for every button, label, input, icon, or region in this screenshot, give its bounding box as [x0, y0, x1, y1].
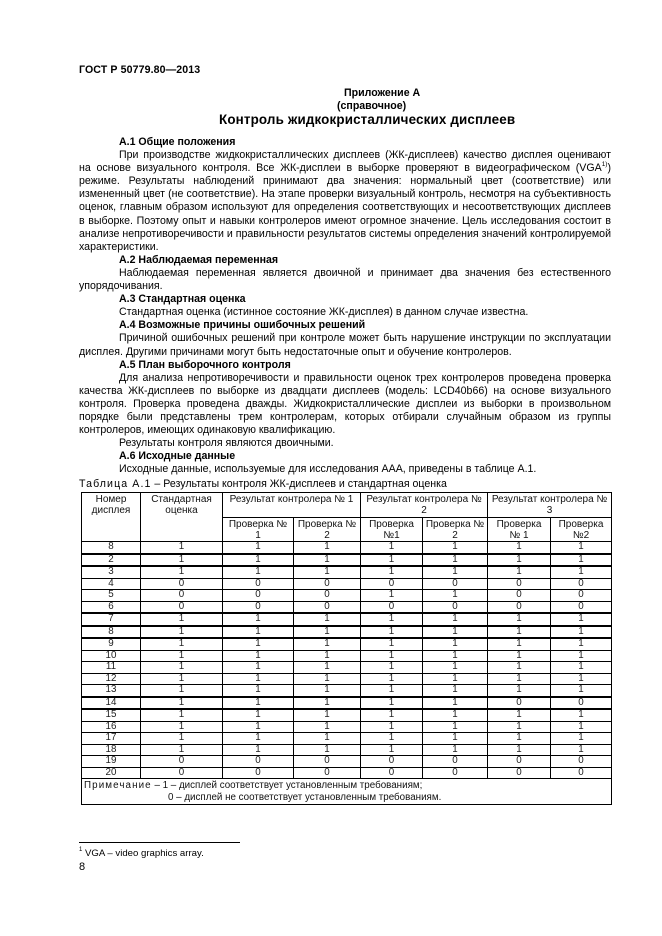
paragraph: Стандартная оценка (истинное состояние ЖК-дисплея) в данном случае известна.: [119, 306, 529, 319]
cell-value: 1: [423, 590, 488, 602]
table-row: [82, 554, 612, 567]
cell-value: 1: [361, 685, 423, 697]
cell-value: 0: [551, 697, 612, 710]
cell-value: 1: [488, 662, 551, 674]
table-caption-text: – Результаты контроля ЖК-дисплеев и стандартная оценка: [151, 478, 447, 490]
cell-value: 1: [551, 673, 612, 685]
cell-value: 0: [294, 578, 361, 590]
cell-value: 1: [223, 685, 294, 697]
header-standard-rating: Стандартная оценка: [141, 493, 223, 542]
cell-display-number: 10: [82, 650, 141, 662]
table-caption-label: Таблица А.1: [79, 478, 152, 490]
section-heading: А.6 Исходные данные: [119, 450, 236, 463]
cell-value: 1: [141, 613, 223, 626]
note-line-1: – 1 – дисплей соответствует установленным требованиям;: [151, 780, 423, 792]
cell-value: 1: [423, 673, 488, 685]
cell-value: 1: [423, 685, 488, 697]
cell-value: 1: [294, 709, 361, 721]
cell-value: 1: [141, 638, 223, 650]
cell-value: 1: [141, 662, 223, 674]
cell-value: 1: [294, 626, 361, 639]
cell-value: 1: [423, 626, 488, 639]
cell-value: 1: [361, 744, 423, 756]
cell-value: 1: [488, 685, 551, 697]
cell-display-number: 16: [82, 721, 141, 733]
cell-value: 1: [141, 554, 223, 567]
cell-value: 1: [294, 566, 361, 578]
table-row: [82, 613, 612, 626]
cell-display-number: 4: [82, 578, 141, 590]
cell-value: 1: [488, 650, 551, 662]
cell-value: 1: [551, 613, 612, 626]
cell-value: 1: [551, 638, 612, 650]
table-row: [82, 767, 612, 779]
cell-value: 0: [294, 601, 361, 613]
table-row: [82, 590, 612, 602]
cell-value: 1: [361, 542, 423, 554]
header-c1-check2: Проверка № 2: [294, 517, 361, 542]
table-row: [82, 697, 612, 710]
paragraph: [79, 149, 611, 254]
cell-value: 1: [223, 613, 294, 626]
cell-value: 1: [141, 542, 223, 554]
cell-value: 1: [551, 721, 612, 733]
header-c2-check1: Проверка №1: [361, 517, 423, 542]
cell-display-number: 5: [82, 590, 141, 602]
table-row: [82, 578, 612, 590]
cell-value: 1: [361, 638, 423, 650]
cell-value: 1: [551, 566, 612, 578]
standard-code: ГОСТ Р 50779.80—2013: [79, 64, 201, 76]
cell-value: 0: [223, 767, 294, 779]
cell-value: 1: [223, 662, 294, 674]
cell-display-number: 13: [82, 685, 141, 697]
cell-display-number: 17: [82, 733, 141, 745]
cell-value: 1: [361, 590, 423, 602]
cell-value: 1: [223, 697, 294, 710]
cell-value: 0: [361, 767, 423, 779]
table-row: [82, 566, 612, 578]
cell-value: 0: [551, 756, 612, 768]
cell-display-number: 14: [82, 697, 141, 710]
cell-value: 0: [223, 578, 294, 590]
table-row: [82, 650, 612, 662]
paragraph: Результаты контроля являются двоичными.: [119, 437, 334, 450]
appendix-title: Контроль жидкокристаллических дисплеев: [219, 112, 516, 127]
cell-value: 1: [551, 554, 612, 567]
cell-value: 1: [488, 733, 551, 745]
table-row: [82, 709, 612, 721]
paragraph: Причиной ошибочных решений при контроле может быть нарушение инструкции по эксплуатации дисплея. Другими причинами могут быть недостаточные опыт и обучение контролеров.: [79, 332, 611, 358]
cell-value: 1: [488, 673, 551, 685]
cell-value: 1: [551, 685, 612, 697]
cell-display-number: 8: [82, 542, 141, 554]
table-row: [82, 756, 612, 768]
cell-value: 0: [223, 601, 294, 613]
note-label: Примечание: [84, 780, 152, 792]
cell-value: 0: [423, 767, 488, 779]
cell-value: 1: [294, 673, 361, 685]
cell-value: 1: [361, 721, 423, 733]
cell-value: 1: [551, 650, 612, 662]
table-note: [82, 779, 612, 805]
cell-value: 1: [294, 554, 361, 567]
cell-display-number: 2: [82, 554, 141, 567]
cell-value: 1: [294, 542, 361, 554]
header-c3-check2: Проверка №2: [551, 517, 612, 542]
cell-value: 1: [294, 721, 361, 733]
cell-value: 1: [423, 566, 488, 578]
cell-value: 1: [488, 709, 551, 721]
paragraph: Наблюдаемая переменная является двоичной и принимает два значения без естественного упорядочивания.: [79, 266, 611, 293]
cell-display-number: 7: [82, 613, 141, 626]
cell-value: 1: [361, 626, 423, 639]
cell-value: 1: [423, 613, 488, 626]
cell-value: 1: [361, 650, 423, 662]
cell-display-number: 9: [82, 638, 141, 650]
section-heading: А.5 План выборочного контроля: [119, 358, 291, 371]
section-heading: А.2 Наблюдаемая переменная: [119, 253, 279, 266]
paragraph: Исходные данные, используемые для исследования ААА, приведены в таблице А.1.: [119, 463, 537, 476]
cell-value: 1: [141, 566, 223, 578]
cell-display-number: 8: [82, 626, 141, 639]
cell-value: 1: [361, 566, 423, 578]
cell-value: 0: [141, 601, 223, 613]
cell-value: 0: [423, 756, 488, 768]
cell-value: 0: [141, 590, 223, 602]
cell-value: 1: [361, 554, 423, 567]
footnote-text: VGA – video graphics array.: [82, 848, 204, 859]
header-display-number: Номер дисплея: [82, 493, 141, 542]
cell-display-number: 15: [82, 709, 141, 721]
cell-value: 1: [294, 638, 361, 650]
cell-value: 1: [551, 709, 612, 721]
cell-display-number: 11: [82, 662, 141, 674]
table-row: [82, 542, 612, 554]
cell-value: 1: [423, 721, 488, 733]
table-row: [82, 721, 612, 733]
cell-value: 1: [551, 542, 612, 554]
page-number: 8: [79, 861, 86, 873]
section-heading: А.1 Общие положения: [119, 136, 236, 148]
cell-value: 0: [361, 756, 423, 768]
cell-value: 1: [294, 613, 361, 626]
cell-value: 0: [361, 578, 423, 590]
cell-value: 0: [141, 756, 223, 768]
cell-value: 1: [423, 638, 488, 650]
cell-display-number: 18: [82, 744, 141, 756]
paragraph: Для анализа непротиворечивости и правильности оценок трех контролеров проведена проверка качества ЖК-дисплеев по выборке из двадцати дисплеев (модель: LCD40b66) на основе визуального контроля. Проверка проведена дважды. Жидкокристаллические дисплеи из выборки в произвольном порядке были представлены трем контролерам, которых отбирали случайным образом из группы контролеров, имеющих одинаковую квалификацию.: [79, 371, 611, 437]
cell-display-number: 12: [82, 673, 141, 685]
cell-value: 0: [488, 578, 551, 590]
cell-value: 1: [223, 626, 294, 639]
cell-value: 1: [294, 733, 361, 745]
table-row: [82, 662, 612, 674]
cell-value: 0: [223, 590, 294, 602]
cell-value: 1: [423, 542, 488, 554]
cell-value: 1: [361, 662, 423, 674]
cell-value: 1: [223, 744, 294, 756]
cell-value: 1: [294, 744, 361, 756]
cell-value: 0: [294, 756, 361, 768]
section-heading: А.4 Возможные причины ошибочных решений: [119, 319, 366, 332]
table-row: [82, 733, 612, 745]
header-controller-2: Результат контролера № 2: [361, 493, 488, 518]
cell-value: 1: [488, 613, 551, 626]
cell-value: 1: [551, 662, 612, 674]
header-controller-3: Результат контролера № 3: [488, 493, 612, 518]
cell-value: 0: [294, 590, 361, 602]
footnote-ref[interactable]: 1): [601, 160, 608, 168]
cell-value: 0: [488, 601, 551, 613]
cell-value: 1: [361, 673, 423, 685]
table-row: [82, 673, 612, 685]
cell-value: 0: [551, 767, 612, 779]
cell-value: 1: [141, 721, 223, 733]
cell-value: 1: [223, 650, 294, 662]
cell-value: 0: [551, 578, 612, 590]
cell-value: 1: [223, 721, 294, 733]
results-table: [81, 492, 612, 805]
cell-display-number: 3: [82, 566, 141, 578]
cell-display-number: 6: [82, 601, 141, 613]
cell-value: 1: [488, 744, 551, 756]
cell-value: 1: [141, 650, 223, 662]
cell-value: 1: [223, 733, 294, 745]
cell-value: 1: [223, 673, 294, 685]
footnote: [79, 848, 204, 859]
cell-value: 1: [294, 662, 361, 674]
cell-value: 1: [361, 709, 423, 721]
cell-value: 0: [423, 601, 488, 613]
cell-value: 1: [141, 744, 223, 756]
cell-value: 0: [294, 767, 361, 779]
paragraph-text: ) режиме. Результаты наблюдений принимают два значения: нормальный цвет (соответствие) или измененный цвет (не соответствие). На этапе проверки визуальный контроль, несмотря на субъективность оценок, главным образом используют для определения соответствующих и несоответствующих дисплеев в выборке. Поэтому опыт и навыки контролеров имеют огромное значение. Цель исследования состоит в анализе непротиворечивости и правильности результатов системы определения значений контролируемой характеристики.: [79, 162, 611, 253]
cell-value: 1: [423, 733, 488, 745]
appendix-label: Приложение А: [344, 87, 421, 99]
cell-value: 0: [551, 590, 612, 602]
cell-value: 1: [488, 721, 551, 733]
cell-value: 1: [488, 566, 551, 578]
footnote-marker: 1: [79, 846, 83, 853]
cell-value: 1: [551, 733, 612, 745]
footnote-divider: [79, 842, 240, 843]
cell-value: 1: [551, 744, 612, 756]
cell-value: 1: [423, 744, 488, 756]
cell-value: 1: [488, 638, 551, 650]
cell-value: 1: [423, 709, 488, 721]
cell-value: 0: [361, 601, 423, 613]
cell-value: 1: [294, 685, 361, 697]
cell-value: 1: [223, 709, 294, 721]
cell-value: 1: [141, 673, 223, 685]
cell-value: 1: [223, 638, 294, 650]
table-row: [82, 744, 612, 756]
table-body: [82, 542, 612, 779]
cell-display-number: 20: [82, 767, 141, 779]
cell-value: 1: [141, 626, 223, 639]
cell-value: 1: [294, 697, 361, 710]
section-heading: А.3 Стандартная оценка: [119, 293, 246, 306]
cell-value: 0: [141, 767, 223, 779]
cell-display-number: 19: [82, 756, 141, 768]
header-c1-check1: Проверка № 1: [223, 517, 294, 542]
cell-value: 1: [361, 613, 423, 626]
table-row: [82, 685, 612, 697]
cell-value: 1: [423, 662, 488, 674]
cell-value: 1: [361, 733, 423, 745]
paragraph-text: При производстве жидкокристаллических дисплеев (ЖК-дисплеев) качество дисплея оценивают на основе визуального контроля. Все ЖК-дисплеи в выборке проверяют в видеографическом (VGA: [79, 149, 611, 175]
body-text: [79, 136, 611, 476]
cell-value: 1: [141, 697, 223, 710]
cell-value: 1: [223, 554, 294, 567]
cell-value: 1: [294, 650, 361, 662]
cell-value: 1: [423, 650, 488, 662]
cell-value: 1: [423, 697, 488, 710]
cell-value: 1: [488, 626, 551, 639]
cell-value: 1: [423, 554, 488, 567]
table-row: [82, 601, 612, 613]
table-row: [82, 626, 612, 639]
header-c2-check2: Проверка № 2: [423, 517, 488, 542]
cell-value: 1: [488, 554, 551, 567]
cell-value: 0: [488, 590, 551, 602]
cell-value: 0: [488, 756, 551, 768]
cell-value: 1: [141, 685, 223, 697]
cell-value: 1: [551, 626, 612, 639]
header-c3-check1: Проверка № 1: [488, 517, 551, 542]
note-line-2: 0 – дисплей не соответствует установленным требованиям.: [168, 791, 442, 803]
table-caption: [79, 478, 447, 490]
cell-value: 1: [141, 709, 223, 721]
cell-value: 0: [551, 601, 612, 613]
appendix-status: (справочное): [337, 100, 407, 112]
cell-value: 1: [223, 542, 294, 554]
cell-value: 1: [223, 566, 294, 578]
cell-value: 0: [488, 767, 551, 779]
cell-value: 0: [223, 756, 294, 768]
cell-value: 1: [361, 697, 423, 710]
header-controller-1: Результат контролера № 1: [223, 493, 361, 518]
cell-value: 1: [488, 542, 551, 554]
table-row: [82, 638, 612, 650]
cell-value: 1: [141, 733, 223, 745]
cell-value: 0: [141, 578, 223, 590]
cell-value: 0: [488, 697, 551, 710]
cell-value: 0: [423, 578, 488, 590]
